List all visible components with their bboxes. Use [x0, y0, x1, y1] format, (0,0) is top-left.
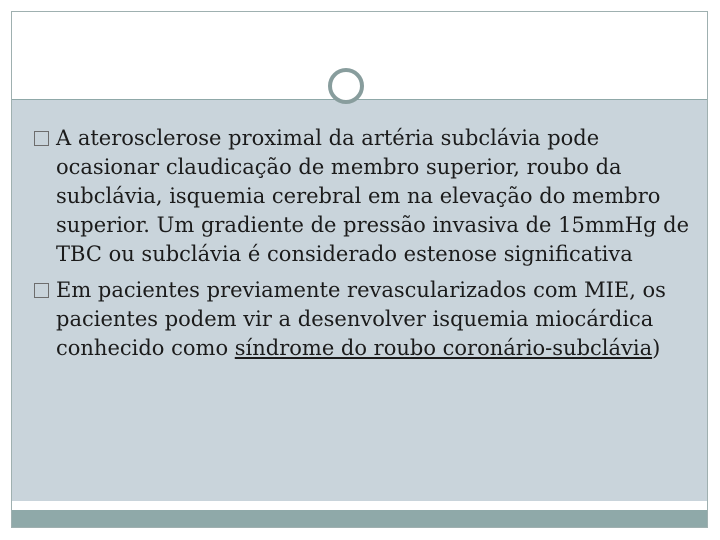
syndrome-term: síndrome do roubo coronário-subclávia — [234, 336, 653, 360]
bullet-item-2 — [34, 276, 694, 363]
square-bullet-icon — [34, 131, 49, 146]
bullet-2-text: Em pacientes previamente revascularizados com MIE, os pacientes podem vir a desenvolver isquemia miocárdica conhecido como — [56, 278, 666, 360]
footer-bar — [12, 510, 707, 527]
bullet-2-closing: ) — [652, 336, 661, 360]
slide-content — [34, 124, 694, 363]
square-bullet-icon — [34, 283, 49, 298]
bullet-item-1 — [34, 124, 694, 269]
bullet-1-text: A aterosclerose proximal da artéria subclávia pode ocasionar claudicação de membro superior, roubo da subclávia, isquemia cerebral em na elevação do membro superior. Um gradiente de pressão invasiva de 15mmHg de TBC ou subclávia é considerado estenose significativa — [56, 126, 690, 266]
circle-ornament-icon — [328, 68, 364, 104]
